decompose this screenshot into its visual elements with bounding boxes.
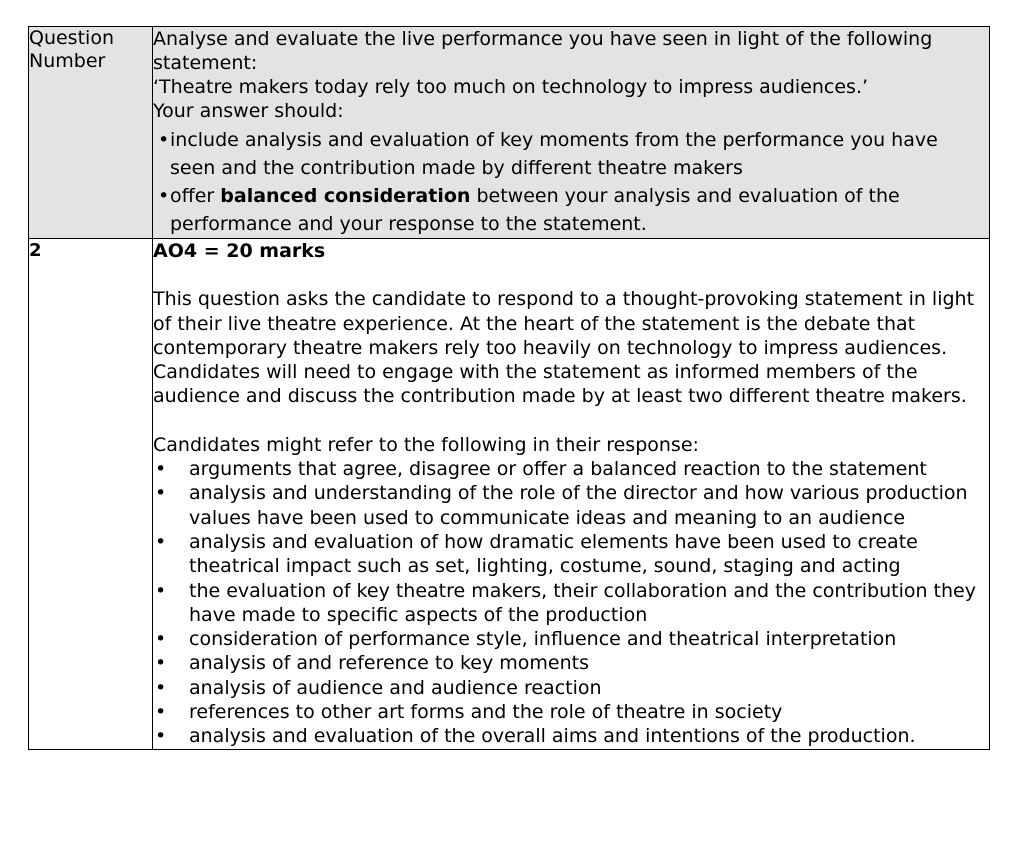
requirement-item [153, 182, 989, 238]
header-row [29, 27, 990, 239]
list-item: • analysis and understanding of the role of the director and how various production values have been used to communicate ideas and meaning to an audience [155, 482, 968, 529]
bullet-icon: • [155, 701, 167, 724]
bullet-icon: • [158, 129, 170, 151]
bullet-icon: • [155, 530, 167, 553]
bullet-icon: • [158, 185, 170, 207]
bullet-icon: • [155, 676, 167, 699]
requirement-item [153, 126, 989, 182]
list-item: • arguments that agree, disagree or offer a balanced reaction to the statement [155, 458, 927, 481]
bullet-icon: • [155, 458, 167, 481]
bullet-icon: • [155, 482, 167, 505]
guidance-paragraph: This question asks the candidate to respond to a thought-provoking statement in light of their live theatre experience. At the heart of the statement is the debate that contemporary theatre makers rely too heavily on technology to impress audiences. Candidates will need to engage with the statement as informed members of the audience and discuss the contribution made by at least two different theatre makers. [153, 288, 975, 408]
question-row [29, 239, 990, 750]
list-item: • analysis of and reference to key moments [155, 652, 590, 675]
list-intro: Candidates might refer to the following in their response: [153, 433, 699, 456]
bullet-icon: • [155, 628, 167, 651]
bullet-icon: • [155, 652, 167, 675]
requirement-text: offer [170, 185, 221, 207]
list-item: • analysis and evaluation of the overall aims and intentions of the production. [155, 725, 916, 748]
requirement-bold-text: balanced consideration [220, 185, 471, 207]
question-prompt [153, 27, 990, 239]
list-item: • analysis and evaluation of how dramatic elements have been used to create theatrical impact such as set, lighting, costume, sound, staging and acting [155, 530, 918, 578]
question-number: 2 [29, 239, 153, 750]
prompt-intro: Analyse and evaluate the live performance you have seen in light of the following statement: [153, 28, 933, 74]
list-item: • analysis of audience and audience reaction [155, 676, 602, 699]
list-item: • references to other art forms and the role of theatre in society [155, 701, 783, 724]
answer-should: Your answer should: [153, 100, 344, 122]
bullet-icon: • [155, 579, 167, 602]
requirement-text: between your analysis and evaluation of the performance and your response to the statement. [170, 185, 900, 235]
question-number-header [29, 27, 153, 239]
bullet-icon: • [155, 725, 167, 748]
mark-scheme-table [28, 26, 990, 750]
requirement-text: include analysis and evaluation of key moments from the performance you have seen and the contribution made by different theatre makers [170, 129, 938, 179]
indicative-content [153, 239, 990, 750]
list-item: • consideration of performance style, influence and theatrical interpretation [155, 628, 897, 651]
prompt-statement: ‘Theatre makers today rely too much on technology to impress audiences.’ [153, 76, 869, 98]
question-number-label: Question Number [29, 27, 114, 72]
list-item: • the evaluation of key theatre makers, their collaboration and the contribution they have made to specific aspects of the production [155, 579, 976, 626]
marks-allocation: AO4 = 20 marks [153, 240, 326, 262]
requirements-list [153, 126, 989, 238]
content-list [153, 457, 989, 749]
